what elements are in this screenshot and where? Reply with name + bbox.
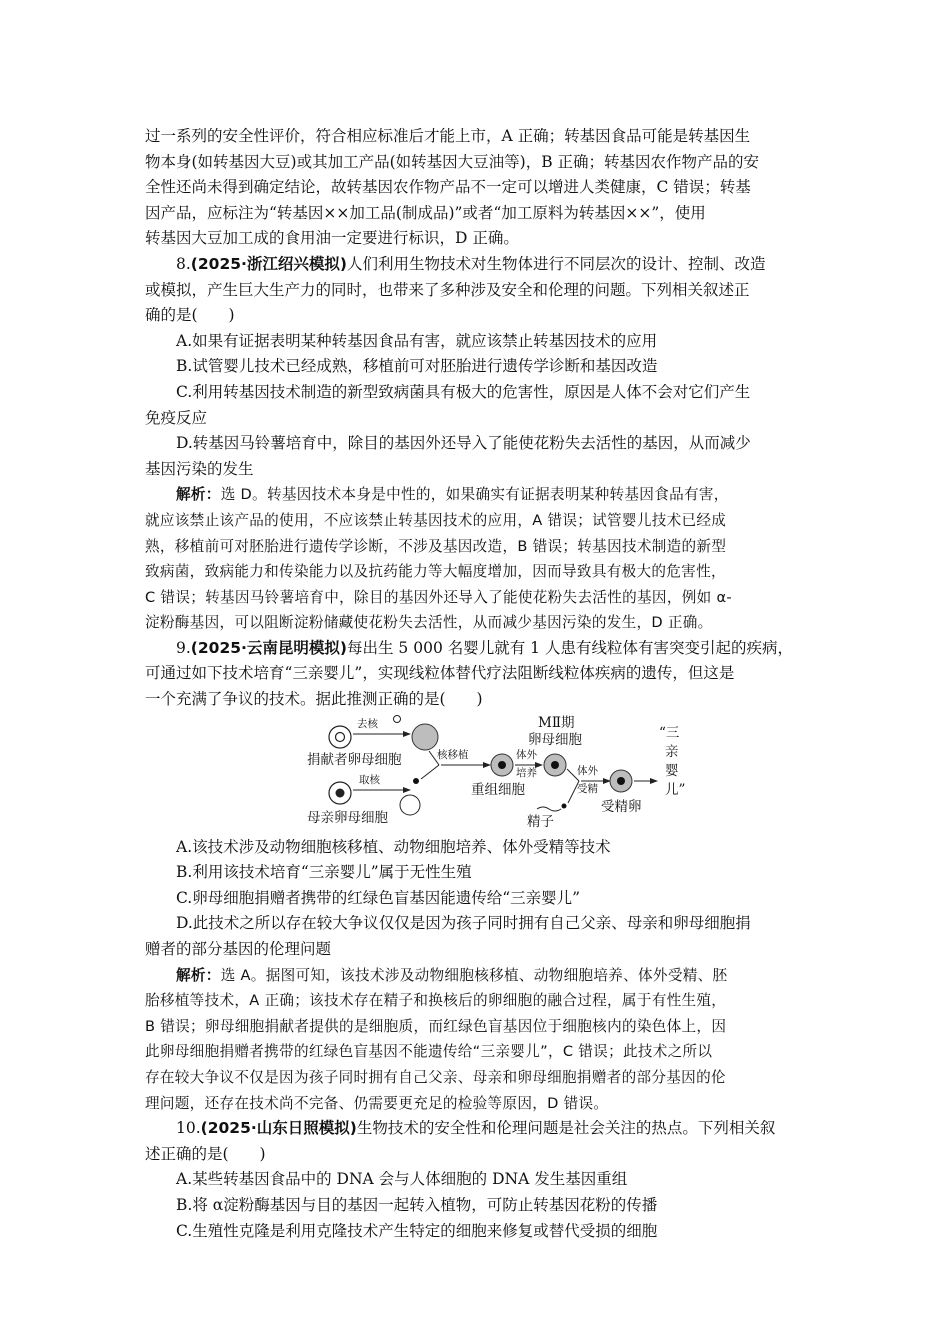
label-sperm: 精子	[527, 813, 554, 830]
intro-line: 全性还尚未得到确定结论，故转基因农作物产品不一定可以增进人类健康，C 错误；转基	[145, 178, 751, 197]
removed-nucleus-icon	[394, 715, 401, 722]
label-zygote: 受精卵	[601, 798, 642, 815]
q8-option-b: B.试管婴儿技术已经成熟，移植前可对胚胎进行遗传学诊断和基因改造	[176, 357, 658, 376]
label-mother-oocyte: 母亲卵母细胞	[307, 809, 388, 826]
leftover-cell-icon	[400, 795, 420, 815]
q8-option-d-cont: 基因污染的发生	[145, 459, 254, 478]
label-fertilization-1: 体外	[577, 764, 598, 777]
label-mii-stage: MⅡ期	[538, 714, 575, 731]
q8-analysis-line: 就应该禁止该产品的使用，不应该禁止转基因技术的应用，A 错误；试管婴儿技术已经成	[145, 511, 727, 529]
sperm-icon	[562, 803, 567, 808]
question-9-stem-line: 一个充满了争议的技术。据此推测正确的是( )	[145, 690, 483, 709]
label-donor-oocyte: 捐献者卵母细胞	[307, 751, 402, 768]
question-10-stem: 10.(2025·山东日照模拟)生物技术的安全性和伦理问题是社会关注的热点。下列相关叙	[176, 1119, 776, 1138]
enucleated-oocyte-icon	[412, 724, 438, 750]
label-culture-1: 体外	[516, 748, 537, 761]
intro-line: 物本身(如转基因大豆)或其加工产品(如转基因大豆油等)，B 正确；转基因农作物产品的安	[145, 152, 760, 171]
q8-analysis-line: 淀粉酶基因，可以阻断淀粉储藏使花粉失去活性，从而减少基因污染的发生，D 正确。	[145, 614, 713, 632]
question-number: 9.	[176, 638, 191, 657]
label-reconstructed-cell: 重组细胞	[471, 781, 525, 798]
q8-analysis-line: 熟，移植前可对胚胎进行遗传学诊断，不涉及基因改造，B 错误；转基因技术制造的新型	[145, 537, 727, 555]
label-take-nucleus: 取核	[359, 773, 380, 786]
question-10-stem-line: 述正确的是( )	[145, 1144, 266, 1163]
label-fertilization-2: 受精	[577, 782, 598, 795]
q9-analysis-line: 存在较大争议不仅是因为孩子同时拥有自己父亲、母亲和卵母细胞捐赠者的部分基因的伦	[145, 1069, 726, 1086]
q9-analysis-line: 理问题，还存在技术尚不完备、仍需要更充足的检验等原因，D 错误。	[145, 1094, 609, 1112]
label-baby-4: 儿”	[665, 781, 686, 798]
label-mii-oocyte: 卵母细胞	[528, 731, 582, 748]
label-culture-2: 培养	[516, 766, 537, 779]
q9-analysis-line: B 错误；卵母细胞捐献者提供的是细胞质，而红绿色盲基因位于细胞核内的染色体上，因	[145, 1017, 727, 1035]
q10-option-c: C.生殖性克隆是利用克隆技术产生特定的细胞来修复或替代受损的细胞	[176, 1221, 658, 1240]
label-nuclear-transfer: 核移植	[437, 748, 469, 761]
sperm-tail-icon	[537, 807, 561, 811]
q8-analysis-line: 致病菌，致病能力和传染能力以及抗药能力等大幅度增加，因而导致具有极大的危害性，	[145, 563, 726, 581]
intro-line: 转基因大豆加工成的食用油一定要进行标识，D 正确。	[145, 229, 519, 248]
intro-line: 因产品，应标注为“转基因××加工品(制成品)”或者“加工原料为转基因××”，使用	[145, 203, 706, 222]
q9-analysis-line: 胎移植等技术，A 正确；该技术存在精子和换核后的卵细胞的融合过程，属于有性生殖，	[145, 992, 727, 1010]
label-remove-nucleus: 去核	[357, 717, 378, 730]
question-number: 8.	[176, 254, 191, 273]
question-9-stem: 9.(2025·云南昆明模拟)每出生 5 000 名婴儿就有 1 人患有线粒体有害突变引起的疾病，	[176, 638, 793, 657]
q9-analysis-line: 此卵母细胞捐赠者携带的红绿色盲基因不能遗传给“三亲婴儿”，C 错误；此技术之所以	[145, 1043, 713, 1061]
q10-option-a: A.某些转基因食品中的 DNA 会与人体细胞的 DNA 发生基因重组	[176, 1170, 628, 1189]
analysis-label: 解析：	[176, 486, 221, 504]
question-source: (2025·云南昆明模拟)	[190, 638, 347, 657]
label-baby-3: 婴	[665, 762, 679, 779]
arrow-head-icon	[403, 787, 411, 793]
q10-option-b: B.将 α淀粉酶基因与目的基因一起转入植物，可防止转基因花粉的传播	[176, 1195, 658, 1214]
q8-option-c: C.利用转基因技术制造的新型致病菌具有极大的危害性，原因是人体不会对它们产生	[176, 382, 751, 401]
diagram-graphics	[145, 715, 805, 831]
q9-option-d-cont: 赠者的部分基因的伦理问题	[145, 940, 332, 959]
label-baby-1: “三	[659, 724, 680, 741]
q9-option-d: D.此技术之所以存在较大争议仅仅是因为孩子同时拥有自己父亲、母亲和卵母细胞捐	[176, 914, 751, 933]
q8-option-a: A.如果有证据表明某种转基因食品有害，就应该禁止转基因技术的应用	[176, 331, 658, 350]
q8-analysis: 解析：选 D。转基因技术本身是中性的，如果确实有证据表明某种转基因食品有害，	[176, 486, 729, 504]
document-page	[145, 124, 805, 1244]
q9-option-a: A.该技术涉及动物细胞核移植、动物细胞培养、体外受精等技术	[176, 837, 611, 856]
question-8-stem-line: 或模拟，产生巨大生产力的同时，也带来了多种涉及安全和伦理的问题。下列相关叙述正	[145, 280, 750, 299]
question-9-stem-line: 可通过如下技术培育“三亲婴儿”，实现线粒体替代疗法阻断线粒体疾病的遗传，但这是	[145, 664, 735, 683]
question-source: (2025·山东日照模拟)	[200, 1119, 357, 1138]
intro-line: 过一系列的安全性评价，符合相应标准后才能上市，A 正确；转基因食品可能是转基因生	[145, 127, 751, 145]
mother-nucleus-icon	[336, 788, 345, 797]
q8-option-d: D.转基因马铃薯培育中，除目的基因外还导入了能使花粉失去活性的基因，从而减少	[176, 434, 751, 453]
arrow-head-icon	[403, 731, 411, 737]
question-number: 10.	[176, 1119, 201, 1138]
q9-analysis: 解析：选 A。据图可知，该技术涉及动物细胞核移植、动物细胞培养、体外受精、胚	[176, 966, 728, 984]
question-8-stem-line: 确的是( )	[145, 306, 235, 325]
three-parent-baby-diagram	[145, 715, 805, 831]
q9-option-c: C.卵母细胞捐赠者携带的红绿色盲基因能遗传给“三亲婴儿”	[176, 888, 581, 907]
question-8-stem: 8.(2025·浙江绍兴模拟)人们利用生物技术对生物体进行不同层次的设计、控制、改造	[176, 254, 766, 273]
donor-nucleus-icon	[336, 732, 345, 741]
analysis-label: 解析：	[176, 966, 221, 984]
question-source: (2025·浙江绍兴模拟)	[190, 254, 347, 273]
q9-option-b: B.利用该技术培育“三亲婴儿”属于无性生殖	[176, 863, 472, 882]
extracted-nucleus-icon	[413, 778, 419, 784]
q8-option-c-cont: 免疫反应	[145, 408, 208, 427]
q8-analysis-line: C 错误；转基因马铃薯培育中，除目的基因外还导入了能使花粉失去活性的基因，例如 α-	[145, 588, 732, 606]
label-baby-2: 亲	[665, 743, 679, 760]
